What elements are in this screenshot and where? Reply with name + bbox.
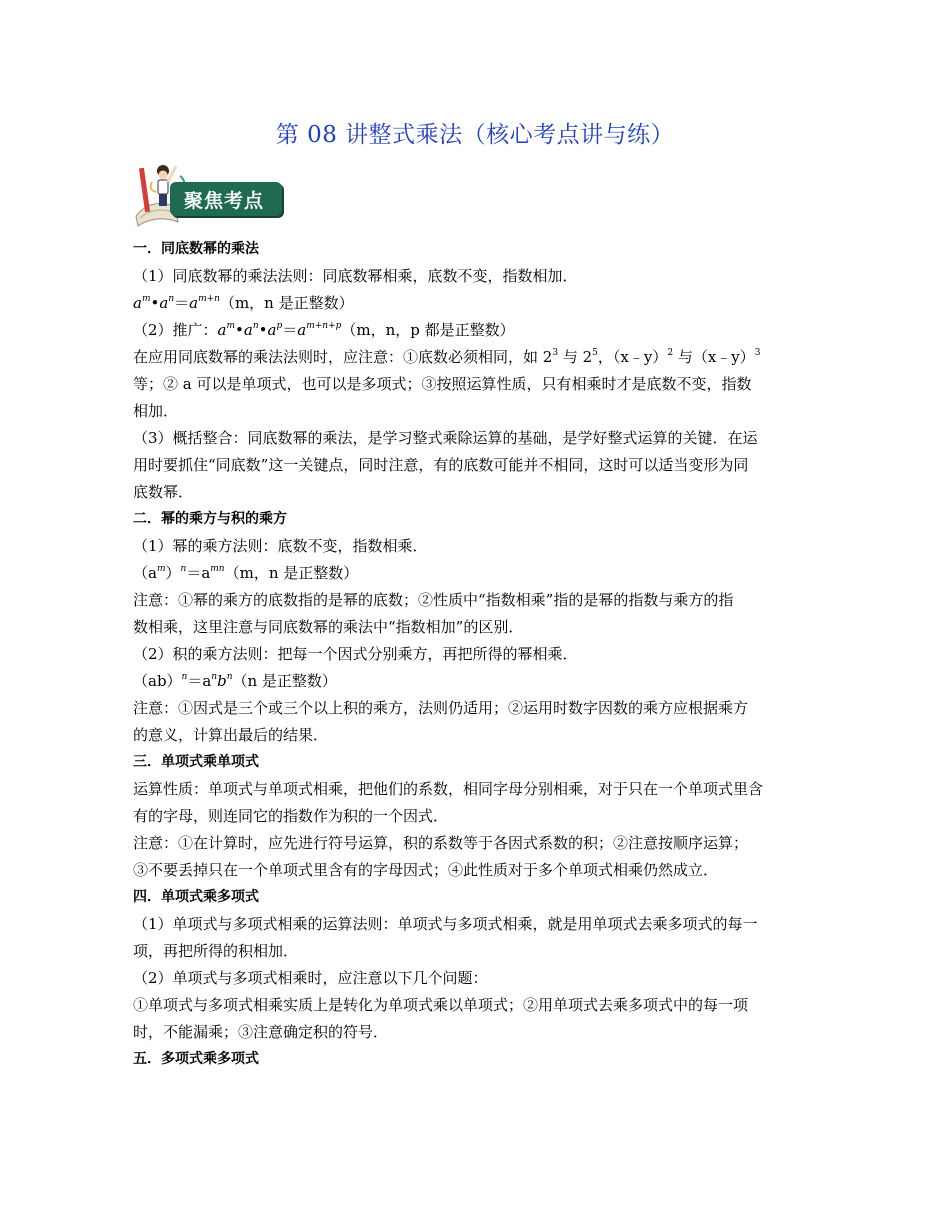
paragraph-line: ③不要丢掉只在一个单项式里含有的字母因式；④此性质对于多个单项式相乘仍然成立． <box>133 861 719 879</box>
section-heading: 一．同底数幂的乘法 <box>133 241 259 257</box>
paragraph-line: 底数幂． <box>133 483 194 501</box>
paragraph-line: ①单项式与多项式相乘实质上是转化为单项式乘以单项式；②用单项式去乘多项式中的每一项 <box>133 996 749 1014</box>
paragraph-line: 注意：①在计算时，应先进行符号运算，积的系数等于各因式系数的积；②注意按顺序运算； <box>133 834 749 852</box>
paragraph-line: （1）单项式与多项式相乘的运算法则：单项式与多项式相乘，就是用单项式去乘多项式的每一 <box>133 915 758 933</box>
paragraph-line: 运算性质：单项式与单项式相乘，把他们的系数，相同字母分别相乘，对于只在一个单项式里含 <box>133 780 764 798</box>
paragraph-line: 在应用同底数幂的乘法法则时，应注意：①底数必须相同，如 $2^3$ 与 $2^5$，（x﹣y）$^2$ 与（x﹣y）$^3$ <box>133 348 761 366</box>
formula-line: （2）推广：$a^m•a^n•a^p=a^{m+n+p}(m$，n，p 都是正整数） <box>133 321 515 339</box>
focus-banner-label: 聚焦考点 <box>184 190 265 212</box>
paragraph-line: 注意：①因式是三个或三个以上积的乘方，法则仍适用；②运用时数字因数的乘方应根据乘方 <box>133 699 749 717</box>
section-heading: 四．单项式乘多项式 <box>133 889 259 905</box>
document-body <box>133 236 823 1073</box>
page-title: 第 08 讲整式乘法（核心考点讲与练） <box>275 122 675 148</box>
paragraph-line: （1）幂的乘方法则：底数不变，指数相乘． <box>133 537 428 555</box>
paragraph-line: 时，不能漏乘；③注意确定积的符号． <box>133 1023 389 1041</box>
paragraph-line: 的意义，计算出最后的结果． <box>133 726 329 744</box>
section-heading: 三．单项式乘单项式 <box>133 754 259 770</box>
section-heading: 二．幂的乘方与积的乘方 <box>133 511 287 527</box>
paragraph-line: 数相乘，这里注意与同底数幂的乘法中“指数相加”的区别． <box>133 618 524 636</box>
paragraph-line: 等；② a 可以是单项式，也可以是多项式；③按照运算性质，只有相乘时才是底数不变，指数 <box>133 375 752 393</box>
focus-banner <box>130 156 290 228</box>
paragraph-line: 相加． <box>133 402 179 420</box>
paragraph-line: 项，再把所得的积相加． <box>133 942 299 960</box>
paragraph-line: （2）积的乘方法则：把每一个因式分别乘方，再把所得的幂相乘． <box>133 645 578 663</box>
paragraph-line: 注意：①幂的乘方的底数指的是幂的底数；②性质中“指数相乘”指的是幂的指数与乘方的指 <box>133 591 734 609</box>
paragraph-line: 有的字母，则连同它的指数作为积的一个因式． <box>133 807 449 825</box>
formula-line: $(ab)^n=a^nb^n(n$ 是正整数） <box>133 672 337 690</box>
paragraph-line: （3）概括整合：同底数幂的乘法，是学习整式乘除运算的基础，是学好整式运算的关键．在运 <box>133 429 758 447</box>
paragraph-line: 用时要抓住“同底数”这一关键点，同时注意，有的底数可能并不相同，这时可以适当变形为同 <box>133 456 749 474</box>
paragraph-line: （1）同底数幂的乘法法则：同底数幂相乘，底数不变，指数相加． <box>133 267 578 285</box>
section-heading: 五．多项式乘多项式 <box>133 1051 259 1067</box>
formula-line: $a^m•a^n=a^{m+n}(m$，n 是正整数） <box>133 294 354 312</box>
focus-banner-bar <box>170 182 282 216</box>
formula-line: $(a^m)^n=a^{mn}(m$，n 是正整数） <box>133 564 359 582</box>
paragraph-line: （2）单项式与多项式相乘时，应注意以下几个问题： <box>133 969 488 987</box>
